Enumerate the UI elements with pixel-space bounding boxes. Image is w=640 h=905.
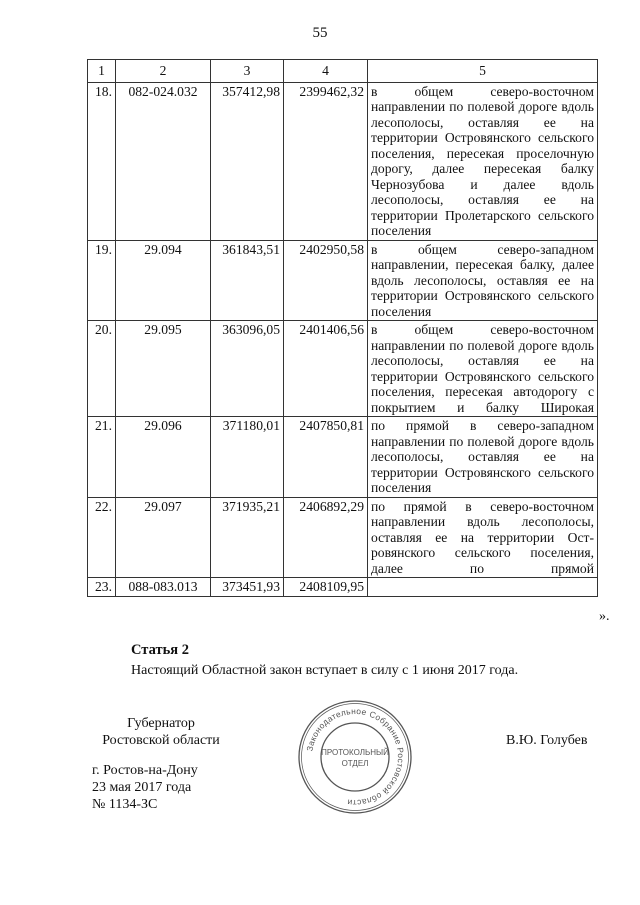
coordinate-y: 2399462,32 xyxy=(284,82,368,240)
column-header: 5 xyxy=(368,60,598,83)
row-number: 20. xyxy=(88,321,116,417)
page-number: 55 xyxy=(312,25,328,41)
table-header-row xyxy=(88,60,598,83)
seal-outer-ring xyxy=(299,701,411,813)
boundary-description: в общем северо-восточном направлении по полевой дороге вдоль лесополосы, оставляя ее на территории Островянского сельского поселения, пересекая проселочную дорогу, далее пересекая балку Чернозубова и далее вдоль лесополосы, оставляя ее на территории Пролетарского сельского поселения xyxy=(368,82,598,240)
date: 23 мая 2017 года xyxy=(92,780,192,795)
closing-quote: ». xyxy=(599,609,610,624)
row-number: 19. xyxy=(88,240,116,321)
point-code: 29.095 xyxy=(116,321,211,417)
boundary-description: по прямой в северо-восточном направлении вдоль лесополосы, оставляя ее на территории Островянского сельского поселения, далее по прямой xyxy=(368,497,598,578)
official-seal-stamp xyxy=(296,698,414,816)
point-code: 29.096 xyxy=(116,417,211,498)
signer-name: В.Ю. Голубев xyxy=(506,733,588,748)
coordinate-y: 2408109,95 xyxy=(284,578,368,597)
table-row xyxy=(88,321,598,417)
row-number: 22. xyxy=(88,497,116,578)
boundary-description xyxy=(368,578,598,597)
signer-title xyxy=(86,715,236,749)
coordinate-y: 2406892,29 xyxy=(284,497,368,578)
column-header: 1 xyxy=(88,60,116,83)
coordinate-x: 371935,21 xyxy=(211,497,284,578)
city: г. Ростов-на-Дону xyxy=(92,763,198,778)
table-row xyxy=(88,497,598,578)
seal-ring-text: Законодательное Собрание Ростовской области xyxy=(304,705,407,809)
coordinate-y: 2407850,81 xyxy=(284,417,368,498)
coordinate-x: 361843,51 xyxy=(211,240,284,321)
boundary-points-table xyxy=(87,59,598,597)
seal-center-text-1: ПРОТОКОЛЬНЫЙ xyxy=(321,748,389,757)
row-number: 18. xyxy=(88,82,116,240)
coordinate-y: 2401406,56 xyxy=(284,321,368,417)
coordinate-y: 2402950,58 xyxy=(284,240,368,321)
point-code: 29.097 xyxy=(116,497,211,578)
article-title: Статья 2 xyxy=(131,642,189,658)
seal-center-text-2: ОТДЕЛ xyxy=(341,759,369,768)
seal-outer-ring-inner xyxy=(302,704,409,811)
boundary-description: в общем северо-западном направлении, пересекая балку, далее вдоль лесополосы, оставляя ее на территории Островянского сельского поселения xyxy=(368,240,598,321)
law-number: № 1134-ЗС xyxy=(92,797,158,812)
point-code: 088-083.013 xyxy=(116,578,211,597)
boundary-description: в общем северо-восточном направлении по полевой дороге вдоль лесополосы, оставляя ее на территории Островянского сельского поселения, пересекая автодорогу с покрытием и балку Широкая xyxy=(368,321,598,417)
row-number: 21. xyxy=(88,417,116,498)
table-row xyxy=(88,240,598,321)
boundary-description: по прямой в северо-западном направлении по полевой дороге вдоль лесополосы, оставляя ее на территории Островянского сельского поселения xyxy=(368,417,598,498)
column-header: 2 xyxy=(116,60,211,83)
coordinate-x: 357412,98 xyxy=(211,82,284,240)
table-row xyxy=(88,417,598,498)
signer-title-line2: Ростовской области xyxy=(102,733,220,748)
column-header: 3 xyxy=(211,60,284,83)
article-body: Настоящий Областной закон вступает в силу с 1 июня 2017 года. xyxy=(131,663,519,678)
point-code: 29.094 xyxy=(116,240,211,321)
seal-inner-ring xyxy=(321,723,389,791)
signer-title-line1: Губернатор xyxy=(127,716,195,731)
column-header: 4 xyxy=(284,60,368,83)
place-date-block xyxy=(92,762,198,813)
coordinate-x: 363096,05 xyxy=(211,321,284,417)
seal-graphic xyxy=(296,698,414,816)
table-row xyxy=(88,578,598,597)
coordinate-x: 373451,93 xyxy=(211,578,284,597)
coordinate-x: 371180,01 xyxy=(211,417,284,498)
row-number: 23. xyxy=(88,578,116,597)
table-row xyxy=(88,82,598,240)
point-code: 082-024.032 xyxy=(116,82,211,240)
